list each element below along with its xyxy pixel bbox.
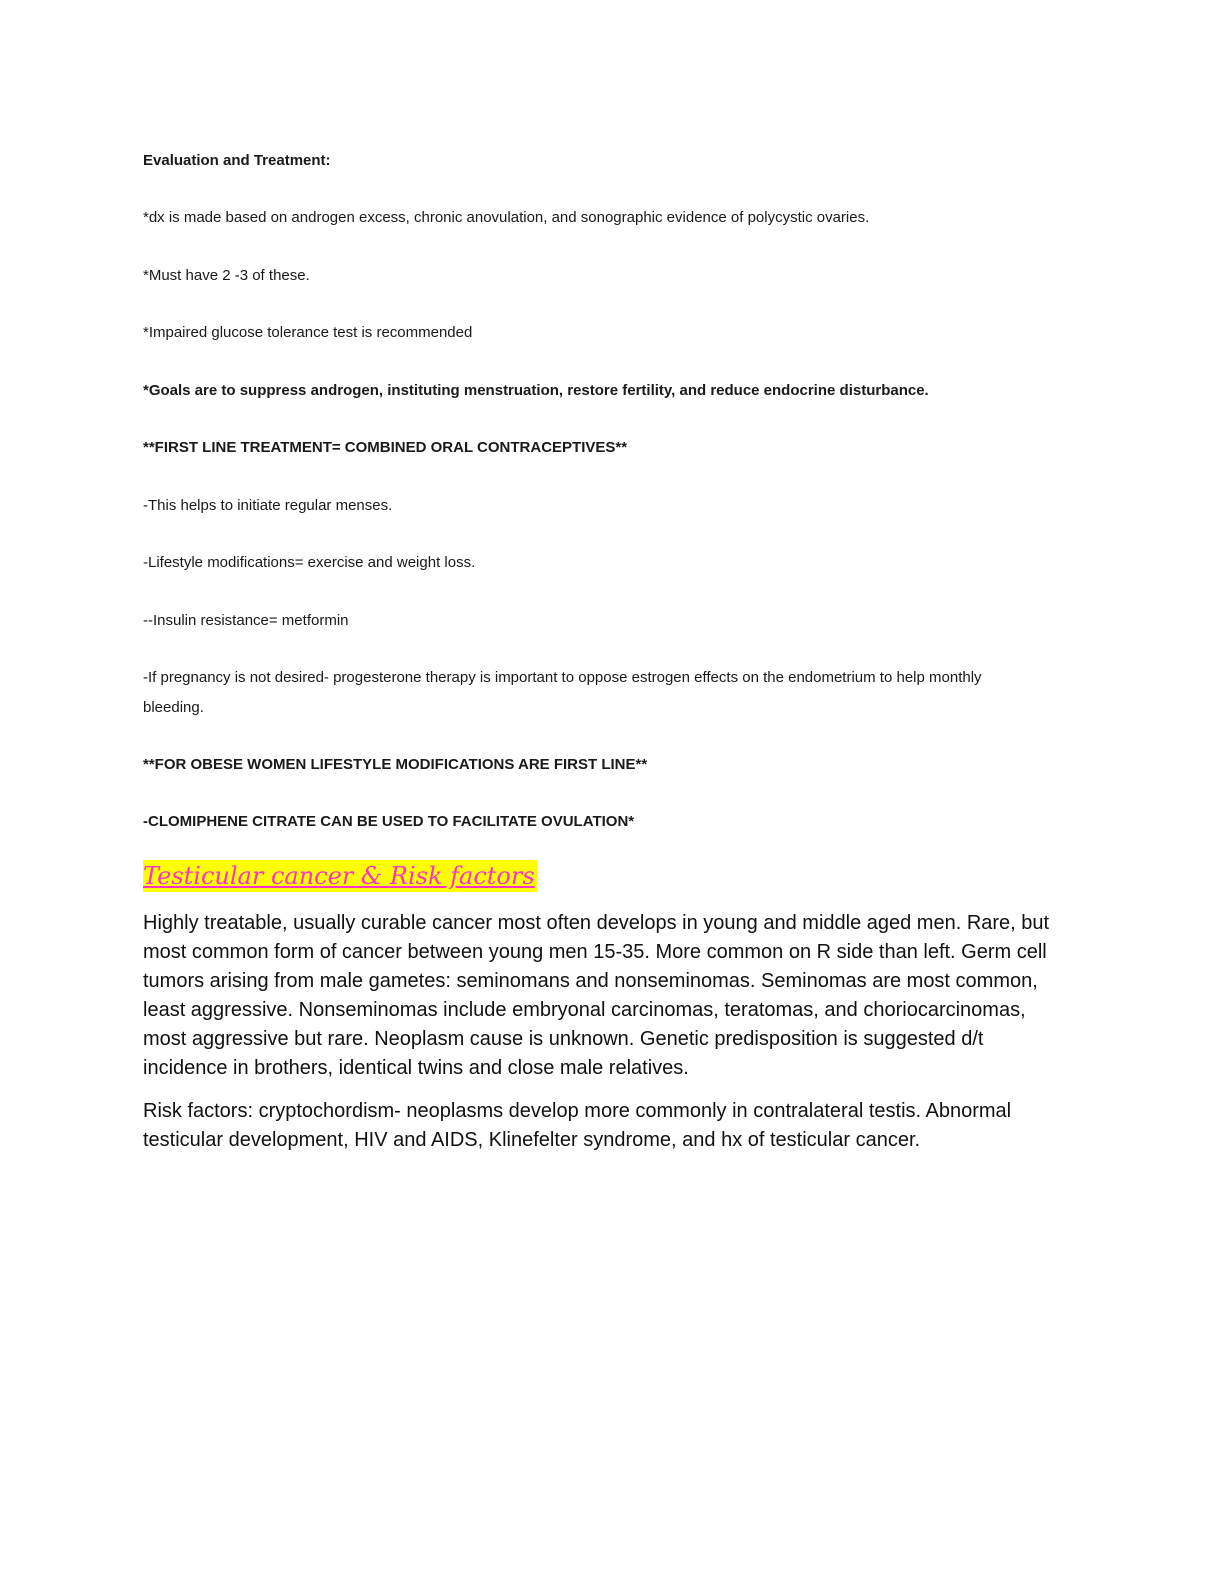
text-line-bold: **FIRST LINE TREATMENT= COMBINED ORAL CONTRACEPTIVES**	[143, 439, 628, 456]
text-line: *Impaired glucose tolerance test is recommended	[143, 324, 473, 341]
text-line: --Insulin resistance= metformin	[143, 612, 349, 629]
text-line: -Lifestyle modifications= exercise and weight loss.	[143, 554, 476, 571]
text-line: *dx is made based on androgen excess, chronic anovulation, and sonographic evidence of polycystic ovaries.	[143, 209, 870, 226]
highlighted-heading: Testicular cancer & Risk factors	[143, 862, 535, 890]
text-line-bold: -CLOMIPHENE CITRATE CAN BE USED TO FACILITATE OVULATION*	[143, 813, 635, 830]
text-line-wrapped: -If pregnancy is not desired- progesterone therapy is important to oppose estrogen effects on the endometrium to help monthly bleeding.	[143, 669, 982, 716]
body-paragraph: Risk factors: cryptochordism- neoplasms develop more commonly in contralateral testis. Abnormal testicular development, HIV and AIDS, Klinefelter syndrome, and hx of testicular cancer.	[143, 1100, 1012, 1151]
text-line: -This helps to initiate regular menses.	[143, 497, 393, 514]
text-line: *Must have 2 -3 of these.	[143, 267, 310, 284]
body-paragraph: Highly treatable, usually curable cancer most often develops in young and middle aged men. Rare, but most common form of cancer between young men 15-35. More common on R side than left. Germ cell tumors arising from male gametes: seminomans and nonseminomas. Seminomas are most common, least aggressive. Nonseminomas include embryonal carcinomas, teratomas, and choriocarcinomas, most aggressive but rare. Neoplasm cause is unknown. Genetic predisposition is suggested d/t incidence in brothers, identical twins and close male relatives.	[143, 912, 1050, 1079]
text-line-bold: **FOR OBESE WOMEN LIFESTYLE MODIFICATIONS ARE FIRST LINE**	[143, 756, 648, 773]
document-page	[143, 0, 1083, 1584]
section-title: Evaluation and Treatment:	[143, 152, 331, 169]
text-line-bold: *Goals are to suppress androgen, instituting menstruation, restore fertility, and reduce endocrine disturbance.	[143, 382, 929, 399]
